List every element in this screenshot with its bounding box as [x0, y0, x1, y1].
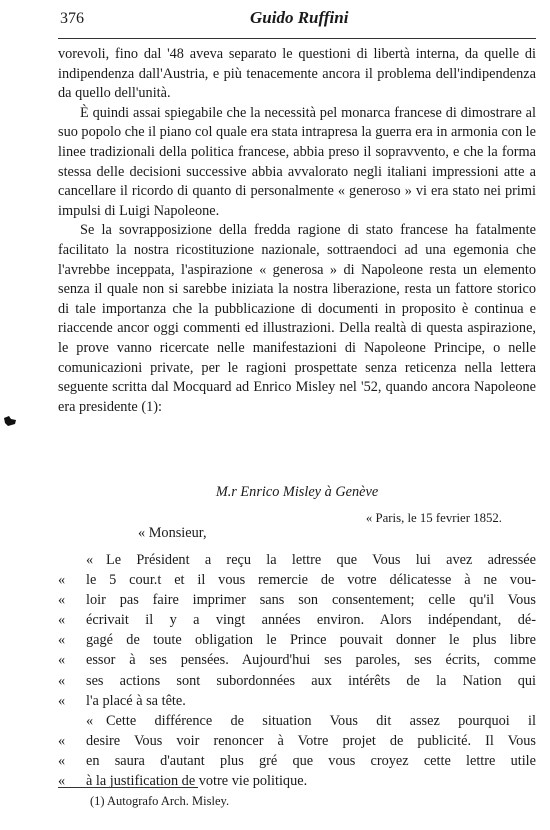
- quote-mark: «: [86, 552, 94, 568]
- letter-line: « desire Vous voir renoncer à Votre projet de publicité. Il Vous: [58, 731, 536, 751]
- footnote: (1) Autografo Arch. Misley.: [90, 794, 230, 808]
- letter-line: « essor à ses pensées. Aujourd'hui ses paroles, ses écrits, comme: [58, 650, 536, 670]
- footnote-rule: [58, 787, 198, 788]
- letter-line: « à la justification de votre vie politique.: [58, 771, 536, 791]
- quote-mark: «: [58, 572, 66, 589]
- letter-line: « l'a placé à sa tête.: [58, 691, 536, 711]
- letter-line: « le 5 cour.t et il vous remercie de votre délicatesse à ne vou-: [58, 570, 536, 590]
- quote-mark: «: [58, 732, 66, 749]
- letter-line: « Le Président a reçu la lettre que Vous lui avez adressée: [58, 550, 536, 570]
- header-rule: [58, 38, 536, 39]
- letter-line: « écrivait il y a vingt années environ. Alors indépendant, dé-: [58, 610, 536, 630]
- quote-mark: «: [58, 652, 66, 669]
- page-header: [60, 8, 530, 36]
- quote-mark: «: [58, 692, 66, 709]
- quote-mark: «: [58, 752, 66, 769]
- letter-line: « gagé de toute obligation le Prince pouvait donner le plus libre: [58, 630, 536, 650]
- body-text: [58, 45, 536, 417]
- quote-mark: «: [86, 712, 94, 729]
- margin-mark-icon: [4, 411, 16, 421]
- letter-body: [58, 550, 536, 791]
- letter-salutation: « Monsieur,: [138, 525, 207, 541]
- letter-addressee: M.r Enrico Misley à Genève: [215, 484, 379, 500]
- letter-line: « en saura d'autant plus gré que vous croyez cette lettre utile: [58, 751, 536, 771]
- paragraph: È quindi assai spiegabile che la necessità pel monarca francese di dimostrare al suo popolo che il piano col quale era stata intrapresa la guerra era in armonia con le linee tradizionali della politica francese, abbia preso il sopravvento, e che la forma stessa delle decisioni successive abbia avvalorato negli italiani impressioni atte a cancellare il ricordo di quanto di personalmente « generoso » vi era stato nei primi impulsi di Luigi Napoleone.: [58, 104, 536, 219]
- paragraph: Se la sovrapposizione della fredda ragione di stato francese ha fatalmente facilitato la nostra ricostituzione nazionale, sottraendoci ad una egemonia che l'avrebbe inceppata, l'aspirazione « generosa » di Napoleone resta un elemento senza il quale non si sarebbe iniziata la nostra liberazione, resta un fattore storico di tale importanza che la pubblicazione di documenti in proposito è continua e riaccende ancor oggi commenti ed illustrazioni. Della realtà di questa aspirazione, le prove vanno ricercate nelle manifestazioni di Napoleone Principe, o nelle comunicazioni private, per le ragioni prospettate senza reticenza nella lettera seguente scritta dal Mocquard ad Enrico Misley nel '52, quando ancora Napoleone era presidente (1):: [58, 222, 536, 415]
- letter-line: « ses actions sont subordonnées aux intérêts de la Nation qui: [58, 671, 536, 691]
- letter-dateline: « Paris, le 15 fevrier 1852.: [365, 511, 502, 525]
- running-head: Guido Ruffini: [250, 8, 349, 27]
- quote-mark: «: [58, 592, 66, 609]
- quote-mark: «: [58, 672, 66, 689]
- quote-mark: «: [58, 773, 66, 790]
- letter-line: « loir pas faire imprimer sans son consentement; celle qu'il Vous: [58, 590, 536, 610]
- paragraph: vorevoli, fino dal '48 aveva separato le questioni di libertà interna, da quelle di indipendenza dall'Austria, e più tenacemente ancora il problema dell'indipendenza da quello dell'unità.: [58, 46, 536, 102]
- letter-line: « Cette différence de situation Vous dit assez pourquoi il: [58, 711, 536, 731]
- page-number: 376: [60, 10, 84, 27]
- quote-mark: «: [58, 612, 66, 629]
- quote-mark: «: [58, 632, 66, 649]
